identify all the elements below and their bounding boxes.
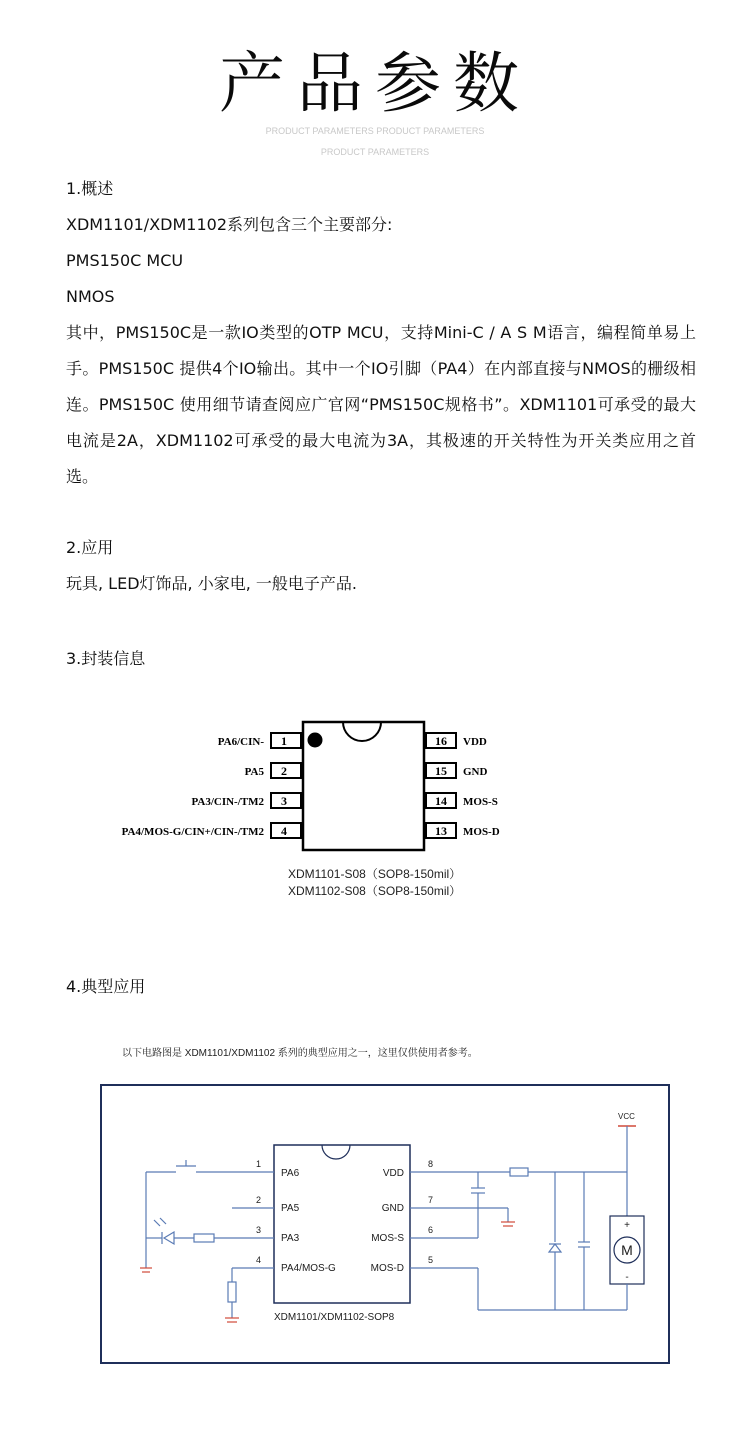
pin-label: PA6/CIN- (217, 736, 264, 748)
part-number-2: XDM1102-S08（SOP8-150mil） (288, 884, 462, 898)
chip-pin-vdd: VDD (382, 1168, 404, 1179)
resistor-gate (228, 1282, 236, 1302)
pin-label: VDD (463, 736, 487, 748)
overview-paragraph: 其中，PMS150C是一款IO类型的OTP MCU，支持Mini-C / A S M语言，编程简单易上手。PMS150C 提供4个IO输出。其中一个IO引脚（PA4）在内部直接与NMOS的栅级相连。PMS150C 使用细节请查阅应广官网“PMS150C规格书”。XDM1101可承受的最大电流是2A，XDM1102可承受的最大电流为3A，其极速的开关特性为开关类应用之首选。 (66, 323, 696, 486)
pin-number: 13 (435, 824, 447, 838)
typical-application-schematic (0, 1070, 750, 1380)
chip-pin-mos-d: MOS-D (370, 1263, 404, 1274)
application-text: 玩具, LED灯饰品, 小家电, 一般电子产品. (66, 574, 357, 593)
resistor-led (194, 1234, 214, 1242)
pin-num-5: 5 (428, 1255, 434, 1265)
pin-num-3: 3 (256, 1225, 262, 1235)
right-pin-16 (426, 733, 487, 748)
pin-label: PA4/MOS-G/CIN+/CIN-/TM2 (121, 826, 264, 838)
chip-pin-pa4: PA4/MOS-G (281, 1263, 336, 1274)
pin-number: 16 (435, 734, 447, 748)
package-pinout-diagram (0, 700, 750, 910)
right-pin-14 (426, 793, 498, 808)
pin-number: 1 (281, 734, 287, 748)
motor-minus: - (625, 1272, 629, 1283)
chip-pin-pa5: PA5 (281, 1203, 300, 1214)
resistor-vdd (510, 1168, 528, 1176)
left-pin-1 (218, 733, 301, 748)
pin-number: 4 (281, 824, 287, 838)
package-heading: 3.封装信息 (66, 649, 146, 668)
chip-notch (322, 1145, 350, 1159)
pin-label: MOS-D (463, 826, 500, 838)
motor-plus: + (624, 1220, 630, 1231)
subtitle-line-2: PRODUCT PARAMETERS (320, 147, 430, 157)
led-symbol (164, 1232, 174, 1244)
pin-num-8: 8 (428, 1159, 434, 1169)
pin-number: 15 (435, 764, 447, 778)
application-heading: 2.应用 (66, 538, 114, 557)
pin-num-6: 6 (428, 1225, 434, 1235)
pin-label: MOS-S (463, 796, 498, 808)
part-number-1: XDM1101-S08（SOP8-150mil） (288, 867, 462, 881)
pin-number: 3 (281, 794, 287, 808)
pin-label: GND (463, 766, 488, 778)
vcc-label: VCC (618, 1112, 635, 1121)
pin-num-4: 4 (256, 1255, 262, 1265)
pin-number: 14 (435, 794, 447, 808)
chip-pin-pa3: PA3 (281, 1233, 300, 1244)
typical-heading: 4.典型应用 (66, 977, 146, 996)
pin1-dot (308, 733, 323, 748)
chip-pin-gnd: GND (381, 1203, 404, 1214)
pin-num-2: 2 (256, 1195, 262, 1205)
left-pin-4 (122, 823, 301, 838)
chip-label: XDM1101/XDM1102-SOP8 (274, 1312, 395, 1323)
subtitle-line-1: PRODUCT PARAMETERS PRODUCT PARAMETERS (265, 126, 485, 136)
diode-symbol (549, 1244, 561, 1252)
overview-line-1: XDM1101/XDM1102系列包含三个主要部分: (66, 215, 393, 234)
chip-pin-pa6: PA6 (281, 1168, 300, 1179)
right-pin-13 (426, 823, 500, 838)
pin-label: PA5 (244, 766, 264, 778)
chip-pin-mos-s: MOS-S (371, 1233, 404, 1244)
motor-label: M (621, 1242, 633, 1258)
left-pin-3 (191, 793, 301, 808)
pin-num-7: 7 (428, 1195, 434, 1205)
left-pin-2 (245, 763, 301, 778)
overview-line-2: PMS150C MCU (66, 251, 184, 270)
pin-label: PA3/CIN-/TM2 (191, 796, 264, 808)
page-title: 产品参数 (219, 45, 531, 122)
typical-note: 以下电路图是 XDM1101/XDM1102 系列的典型应用之一，这里仅供使用者参考。 (122, 1048, 478, 1059)
overview-heading: 1.概述 (66, 179, 114, 198)
overview-line-3: NMOS (66, 287, 115, 306)
pin-num-1: 1 (256, 1159, 262, 1169)
pin-number: 2 (281, 764, 287, 778)
right-pin-15 (426, 763, 488, 778)
